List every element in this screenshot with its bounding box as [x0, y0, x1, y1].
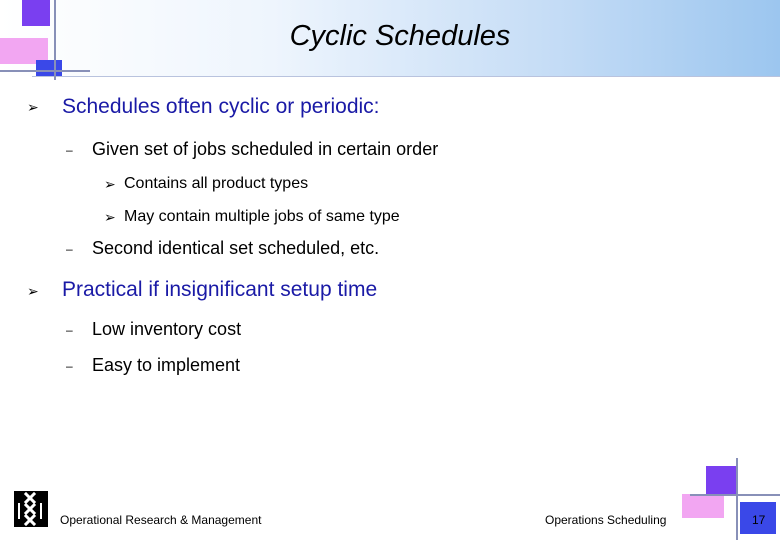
- bullet-dash-icon: –: [66, 323, 73, 337]
- bullet-dash-icon: –: [66, 359, 73, 373]
- crosses-icon: [14, 491, 48, 527]
- footer-organization: Operational Research & Management: [60, 513, 262, 527]
- university-logo-icon: [14, 491, 48, 527]
- decor-square-purple: [22, 0, 50, 26]
- decor-vertical-line: [54, 0, 56, 80]
- bullet-text: Easy to implement: [92, 355, 241, 375]
- bullet-arrow-icon: ➢: [27, 99, 39, 115]
- footer-course: Operations Scheduling: [545, 513, 667, 527]
- decor-horizontal-line: [0, 70, 90, 72]
- bullet-text: Second identical set scheduled, etc.: [92, 238, 380, 258]
- slide-title: Cyclic Schedules: [289, 20, 511, 52]
- decor-square-pink-br: [682, 494, 724, 518]
- title-divider: [32, 76, 780, 77]
- bullet-text: Contains all product types: [124, 175, 309, 192]
- bullet-text: Given set of jobs scheduled in certain order: [92, 139, 439, 159]
- bullet-arrow-icon: ➢: [104, 176, 116, 192]
- bullet-arrow-icon: ➢: [104, 209, 116, 225]
- bullet-text: Practical if insignificant setup time: [62, 278, 378, 301]
- bullet-arrow-icon: ➢: [27, 283, 39, 299]
- bullet-dash-icon: –: [66, 143, 73, 157]
- bullet-dash-icon: –: [66, 242, 73, 256]
- decor-square-blue: [36, 60, 62, 76]
- bullet-text: Low inventory cost: [92, 319, 242, 339]
- page-number: 17: [752, 513, 766, 527]
- decor-vertical-line-br: [736, 458, 738, 540]
- decor-square-purple-br: [706, 466, 736, 494]
- bullet-text: May contain multiple jobs of same type: [124, 208, 400, 225]
- decor-horizontal-line-br: [690, 494, 780, 496]
- bullet-text: Schedules often cyclic or periodic:: [62, 95, 380, 118]
